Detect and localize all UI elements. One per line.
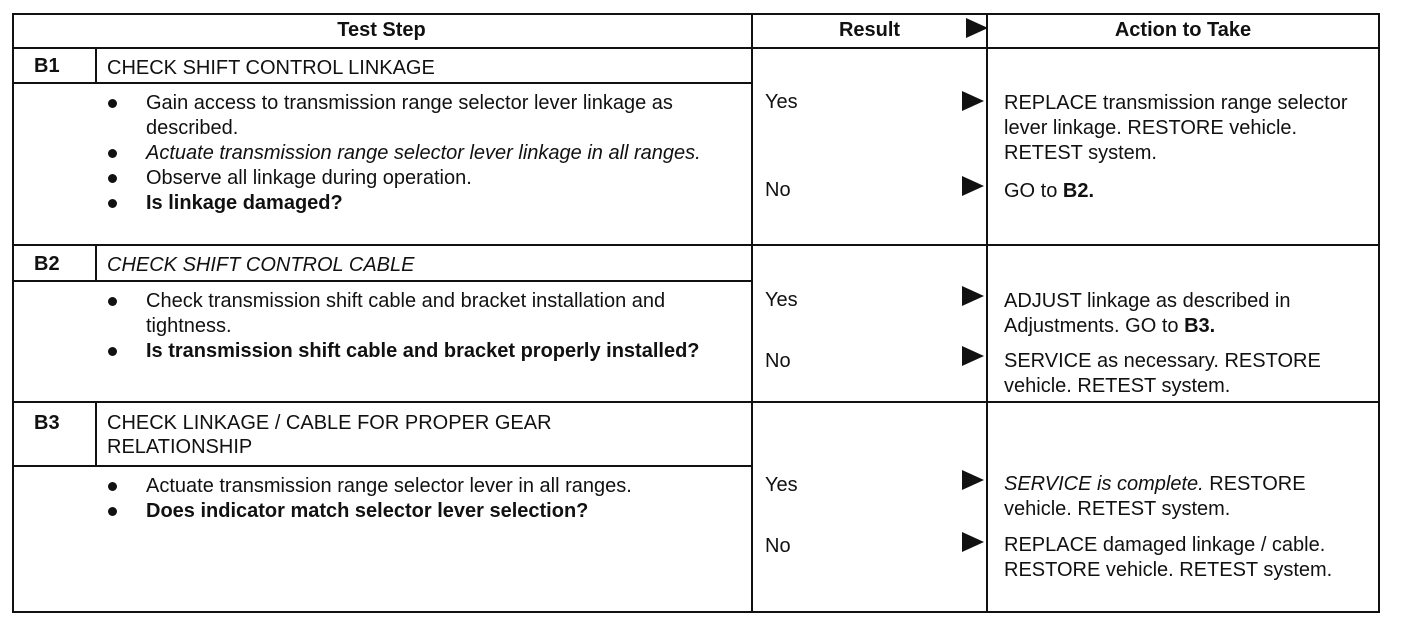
list-item: Is transmission shift cable and bracket properly installed?	[104, 339, 734, 364]
list-item: Actuate transmission range selector lever in all ranges.	[104, 474, 734, 499]
b2-bullet-list	[104, 289, 734, 364]
b2-title-divider	[12, 280, 753, 282]
list-item: Does indicator match selector lever selection?	[104, 499, 734, 524]
b3-bullet-list	[104, 474, 734, 524]
result-no: No	[765, 535, 791, 557]
arrow-icon	[962, 176, 984, 196]
bullet-icon	[108, 99, 117, 108]
step-title-b2: CHECK SHIFT CONTROL CABLE	[107, 254, 415, 276]
action-text: REPLACE damaged linkage / cable. RESTORE vehicle. RETEST system.	[1004, 534, 1333, 581]
bullet-icon	[108, 149, 117, 158]
b3-title-divider	[12, 465, 753, 467]
header-result: Result	[838, 18, 901, 41]
table-border-right	[1378, 13, 1380, 613]
bullet-icon	[108, 297, 117, 306]
list-item: Observe all linkage during operation.	[104, 166, 734, 191]
arrow-icon	[962, 286, 984, 306]
list-item: Is linkage damaged?	[104, 191, 734, 216]
arrow-icon	[962, 532, 984, 552]
bullet-icon	[108, 482, 117, 491]
result-yes: Yes	[765, 91, 798, 113]
step-id-b2: B2	[34, 253, 60, 275]
bullet-icon	[108, 507, 117, 516]
list-item: Actuate transmission range selector lever linkage in all ranges.	[104, 141, 734, 166]
action-text: SERVICE is complete. RESTORE vehicle. RETEST system.	[1004, 473, 1306, 520]
arrow-icon	[962, 346, 984, 366]
b2-row-divider	[12, 401, 1380, 403]
b1-bullet-list	[104, 91, 734, 216]
list-item: Gain access to transmission range selector lever linkage as described.	[104, 91, 734, 141]
step-title-b1: CHECK SHIFT CONTROL LINKAGE	[107, 57, 435, 79]
action-text: SERVICE as necessary. RESTORE vehicle. RETEST system.	[1004, 350, 1321, 397]
bullet-icon	[108, 174, 117, 183]
header-divider	[12, 47, 1380, 49]
bullet-icon	[108, 199, 117, 208]
result-no: No	[765, 350, 791, 372]
step-id-b1: B1	[34, 55, 60, 77]
b1-title-divider	[12, 82, 753, 84]
arrow-icon	[962, 91, 984, 111]
header-action: Action to Take	[1114, 18, 1252, 41]
step-title-b3: CHECK LINKAGE / CABLE FOR PROPER GEAR RELATIONSHIP	[107, 412, 552, 458]
table-border-left	[12, 13, 14, 613]
bullet-icon	[108, 347, 117, 356]
result-no: No	[765, 179, 791, 201]
header-arrow-icon	[966, 18, 988, 38]
b2-id-divider	[95, 244, 97, 280]
diagnostic-table	[12, 13, 1380, 613]
header-test-step: Test Step	[337, 18, 426, 41]
b1-id-divider	[95, 47, 97, 82]
b1-row-divider	[12, 244, 1380, 246]
table-border-bottom	[12, 611, 1380, 613]
result-yes: Yes	[765, 289, 798, 311]
result-yes: Yes	[765, 474, 798, 496]
arrow-icon	[962, 470, 984, 490]
b3-id-divider	[95, 401, 97, 465]
action-text: ADJUST linkage as described in Adjustments. GO to B3.	[1004, 290, 1291, 337]
column-divider-action	[986, 13, 988, 613]
action-text: REPLACE transmission range selector lever linkage. RESTORE vehicle. RETEST system.	[1004, 92, 1348, 164]
column-divider-result	[751, 13, 753, 613]
step-id-b3: B3	[34, 412, 60, 434]
list-item: Check transmission shift cable and bracket installation and tightness.	[104, 289, 734, 339]
action-text: GO to B2.	[1004, 180, 1095, 202]
